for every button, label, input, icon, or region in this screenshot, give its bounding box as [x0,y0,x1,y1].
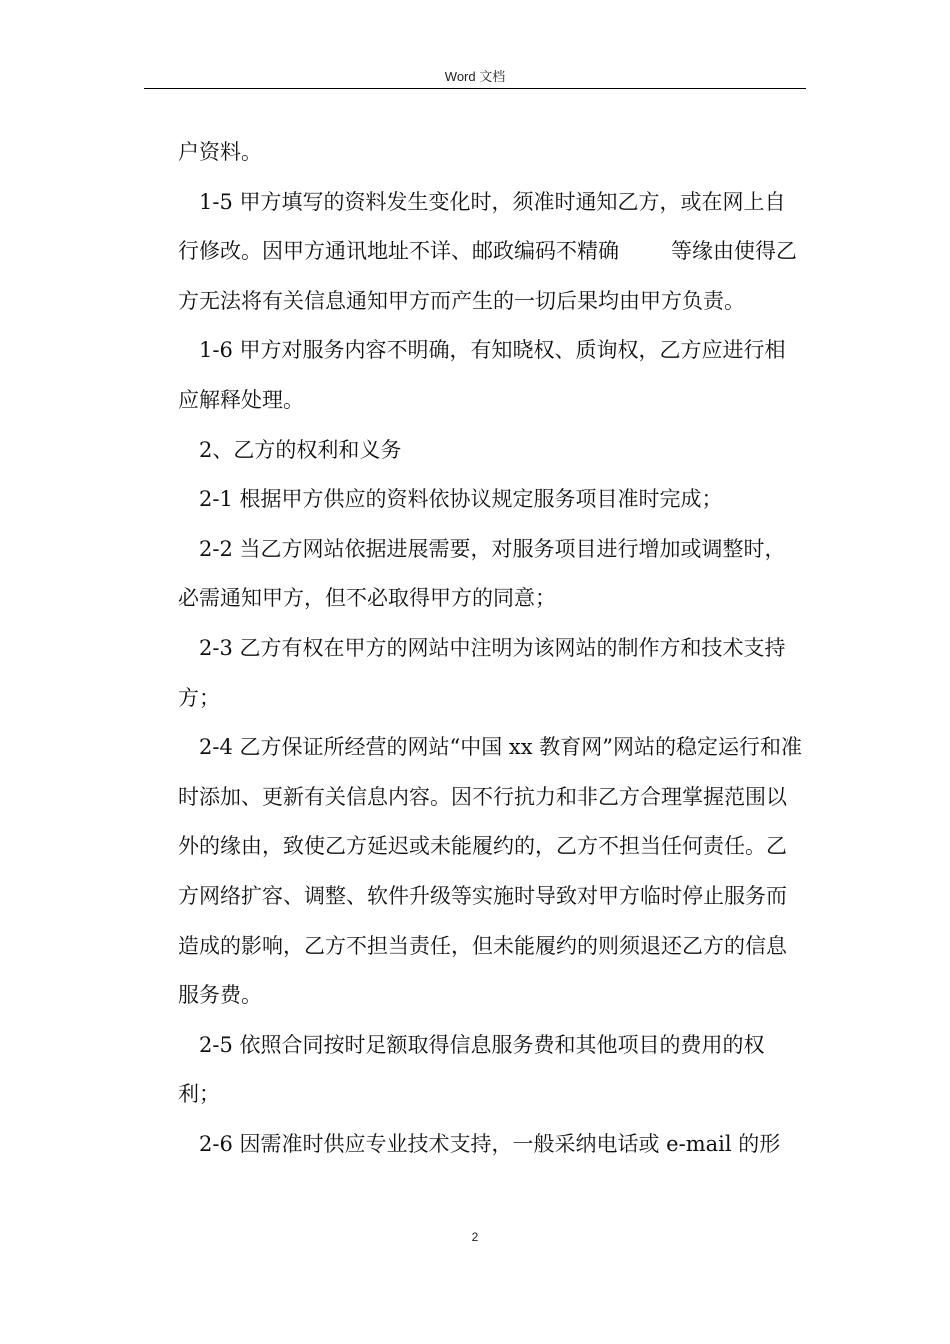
paragraph: 户资料。 [178,140,262,164]
paragraph: 2-1 根据甲方供应的资料依协议规定服务项目准时完成； [199,487,723,512]
document-body [178,128,804,1169]
page-number: 2 [471,1230,479,1244]
section-heading: 2、乙方的权利和义务 [199,437,402,462]
page-header: Word 文档 [444,69,506,84]
paragraph: 2-6 因需准时供应专业技术支持，一般采纳电话或 e-mail 的形 [199,1131,781,1156]
paragraph: 1-5 甲方填写的资料发生变化时，须准时通知乙方，或在网上自行修改。因甲方通讯地址不详、邮政编码不精确 等缘由使得乙方无法将有关信息通知甲方而产生的一切后果均由甲方负责。 [178,189,797,313]
paragraph: 1-6 甲方对服务内容不明确，有知晓权、质询权，乙方应进行相应解释处理。 [178,338,786,412]
paragraph: 2-5 依照合同按时足额取得信息服务费和其他项目的费用的权利； [178,1032,765,1107]
paragraph: 2-4 乙方保证所经营的网站“中国 xx 教育网”网站的稳定运行和准时添加、更新有关信息内容。因不行抗力和非乙方合理掌握范围以外的缘由，致使乙方延迟或未能履约的，乙方不担当任何责任。乙方网络扩容、调整、软件升级等实施时导致对甲方临时停止服务而造成的影响，乙方不担当责任，但未能履约的则须退还乙方的信息服务费。 [178,735,802,1008]
header-rule [144,88,806,89]
paragraph: 2-2 当乙方网站依据进展需要，对服务项目进行增加或调整时，必需通知甲方，但不必取得甲方的同意； [178,536,786,611]
paragraph: 2-3 乙方有权在甲方的网站中注明为该网站的制作方和技术支持方； [178,635,786,710]
